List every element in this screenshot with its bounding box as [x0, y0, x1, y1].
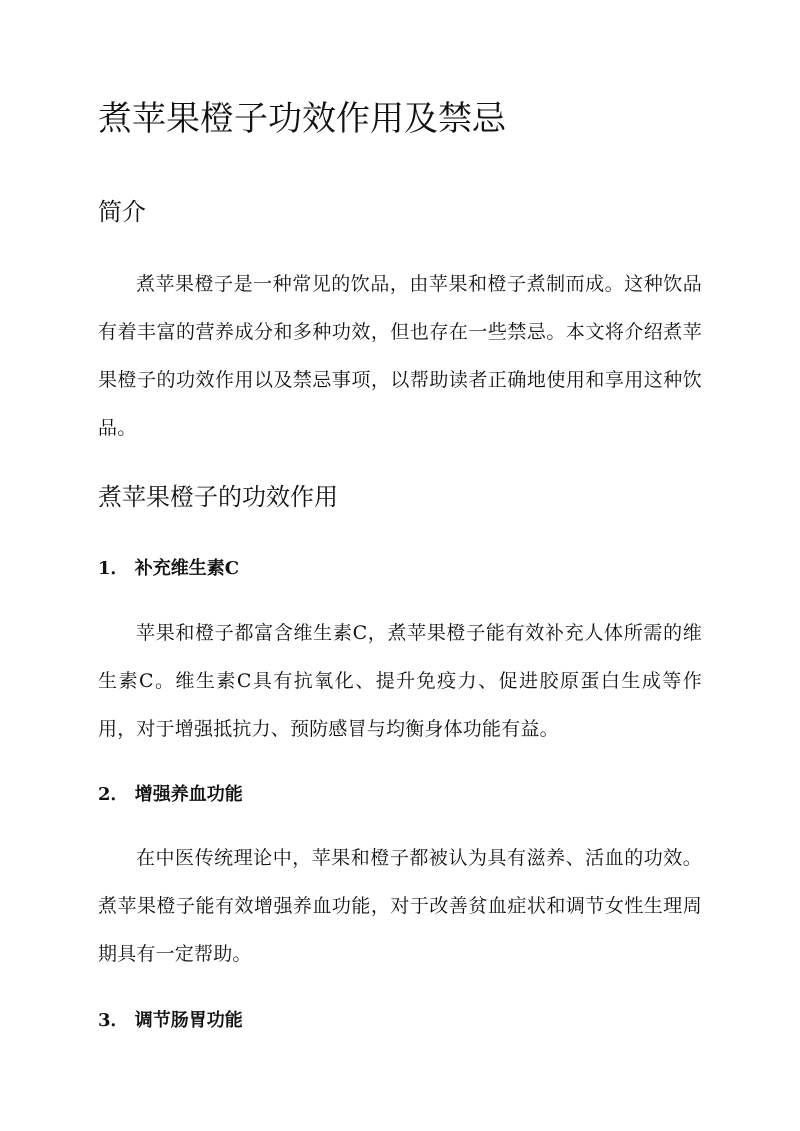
intro-paragraph: 煮苹果橙子是一种常见的饮品，由苹果和橙子煮制而成。这种饮品有着丰富的营养成分和多种功效，但也存在一些禁忌。本文将介绍煮苹果橙子的功效作用以及禁忌事项，以帮助读者正确地使用和享用这种饮品。	[98, 273, 702, 439]
benefit-heading-2: 2． 增强养血功能	[98, 784, 243, 805]
section-heading-benefits: 煮苹果橙子的功效作用	[98, 483, 338, 511]
benefit-paragraph-2: 在中医传统理论中，苹果和橙子都被认为具有滋养、活血的功效。煮苹果橙子能有效增强养血功能，对于改善贫血症状和调节女性生理周期具有一定帮助。	[98, 847, 702, 965]
section-heading-intro: 简介	[98, 198, 146, 226]
benefit-heading-1: 1． 补充维生素C	[98, 558, 240, 579]
benefit-heading-3: 3． 调节肠胃功能	[98, 1010, 243, 1031]
document-title: 煮苹果橙子功效作用及禁忌	[98, 99, 506, 139]
benefit-paragraph-1: 苹果和橙子都富含维生素C，煮苹果橙子能有效补充人体所需的维生素C。维生素C具有抗氧化、提升免疫力、促进胶原蛋白生成等作用，对于增强抵抗力、预防感冒与均衡身体功能有益。	[98, 622, 702, 740]
